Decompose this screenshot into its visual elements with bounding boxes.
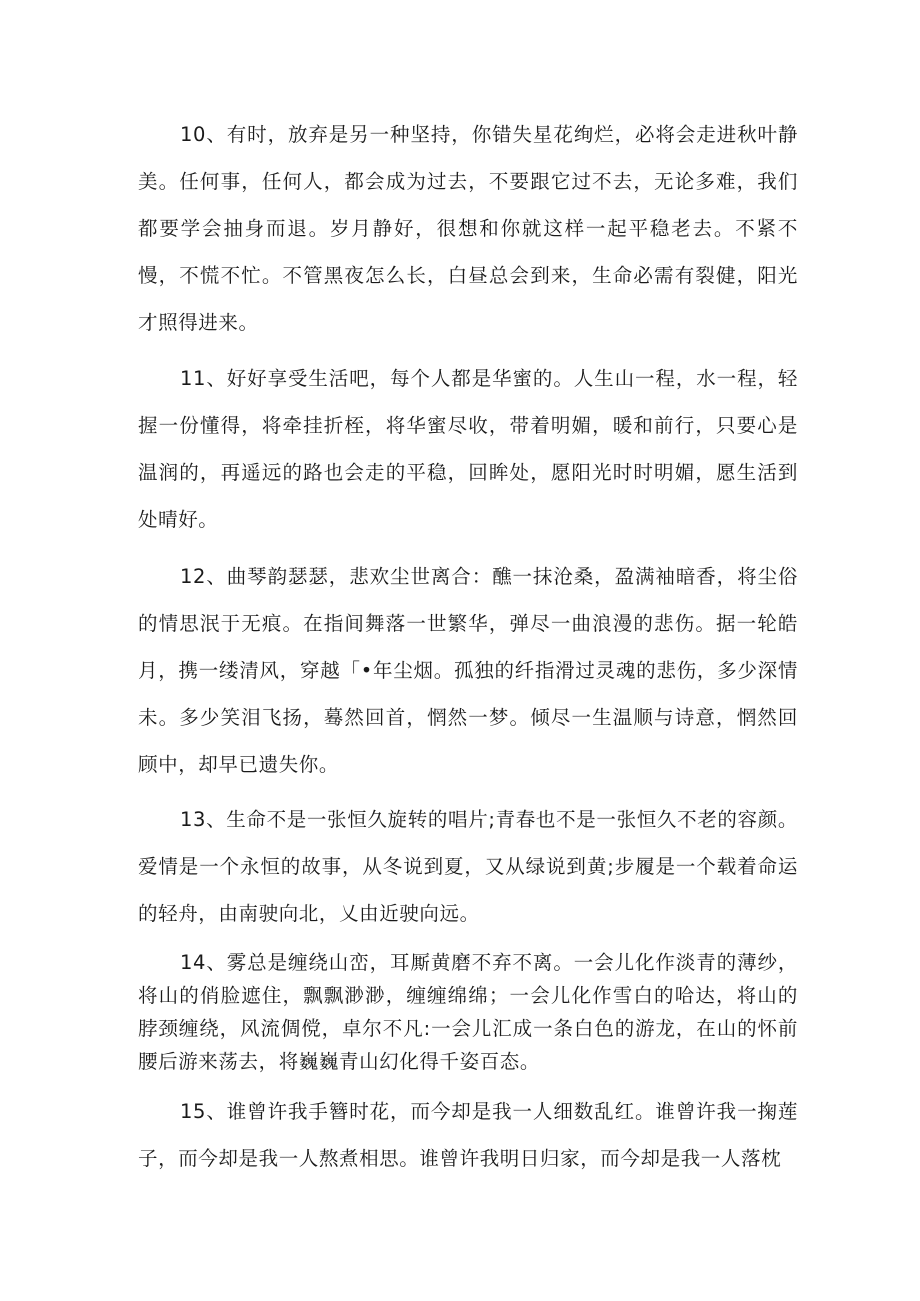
paragraph-14: 14、雾总是缠绕山峦，耳厮黄磨不弃不离。一会儿化作淡青的薄纱，将山的俏脸遮住，飘飘渺渺，缠缠绵绵；一会儿化作雪白的哈达，将山的脖颈缠绕，风流倜傥，卓尔不凡:一会儿汇成一条白色的游龙，在山的怀前腰后游来荡去，将巍巍青山幻化得千姿百态。 — [138, 951, 798, 1073]
paragraph-10: 10、有时，放弃是另一种坚持，你错失星花绚烂，必将会走进秋叶静美。任何事，任何人，都会成为过去，不要跟它过不去，无论多难，我们都要学会抽身而退。岁月静好，很想和你就这样一起平稳老去。不紧不慢，不慌不忙。不管黑夜怎么长，白昼总会到来，生命必需有裂健，阳光才照得进来。 — [138, 123, 798, 334]
paragraph-13: 13、生命不是一张恒久旋转的唱片;青春也不是一张恒久不老的容颜。爱情是一个永恒的故事，从冬说到夏，又从绿说到黄;步履是一个载着命运的轻舟，由南驶向北，乂由近驶向远。 — [138, 808, 798, 925]
paragraph-12: 12、曲琴韵瑟瑟，悲欢尘世离合：醮一抹沧桑，盈满袖暗香，将尘俗的情思泯于无痕。在指间舞落一世繁华，弹尽一曲浪漫的悲伤。据一轮皓月，携一缕清风，穿越「•年尘烟。孤独的纤指滑过灵魂的悲伤，多少深情未。多少笑泪飞扬，蓦然回首，惘然一梦。倾尽一生温顺与诗意，惘然回顾中，却早已遗失你。 — [138, 565, 798, 776]
paragraph-15: 15、谁曾许我手簪时花，而今却是我一人细数乱红。谁曾许我一掬莲子，而今却是我一人熬煮相思。谁曾许我明日归家，而今却是我一人落枕 — [138, 1100, 798, 1170]
paragraph-11: 11、好好享受生活吧，每个人都是华蜜的。人生山一程，水一程，轻握一份懂得，将牵挂折桎，将华蜜尽收，带着明媚，暖和前行，只要心是温润的，再遥远的路也会走的平稳，回眸处，愿阳光时时明媚，愿生活到处晴好。 — [138, 367, 798, 531]
